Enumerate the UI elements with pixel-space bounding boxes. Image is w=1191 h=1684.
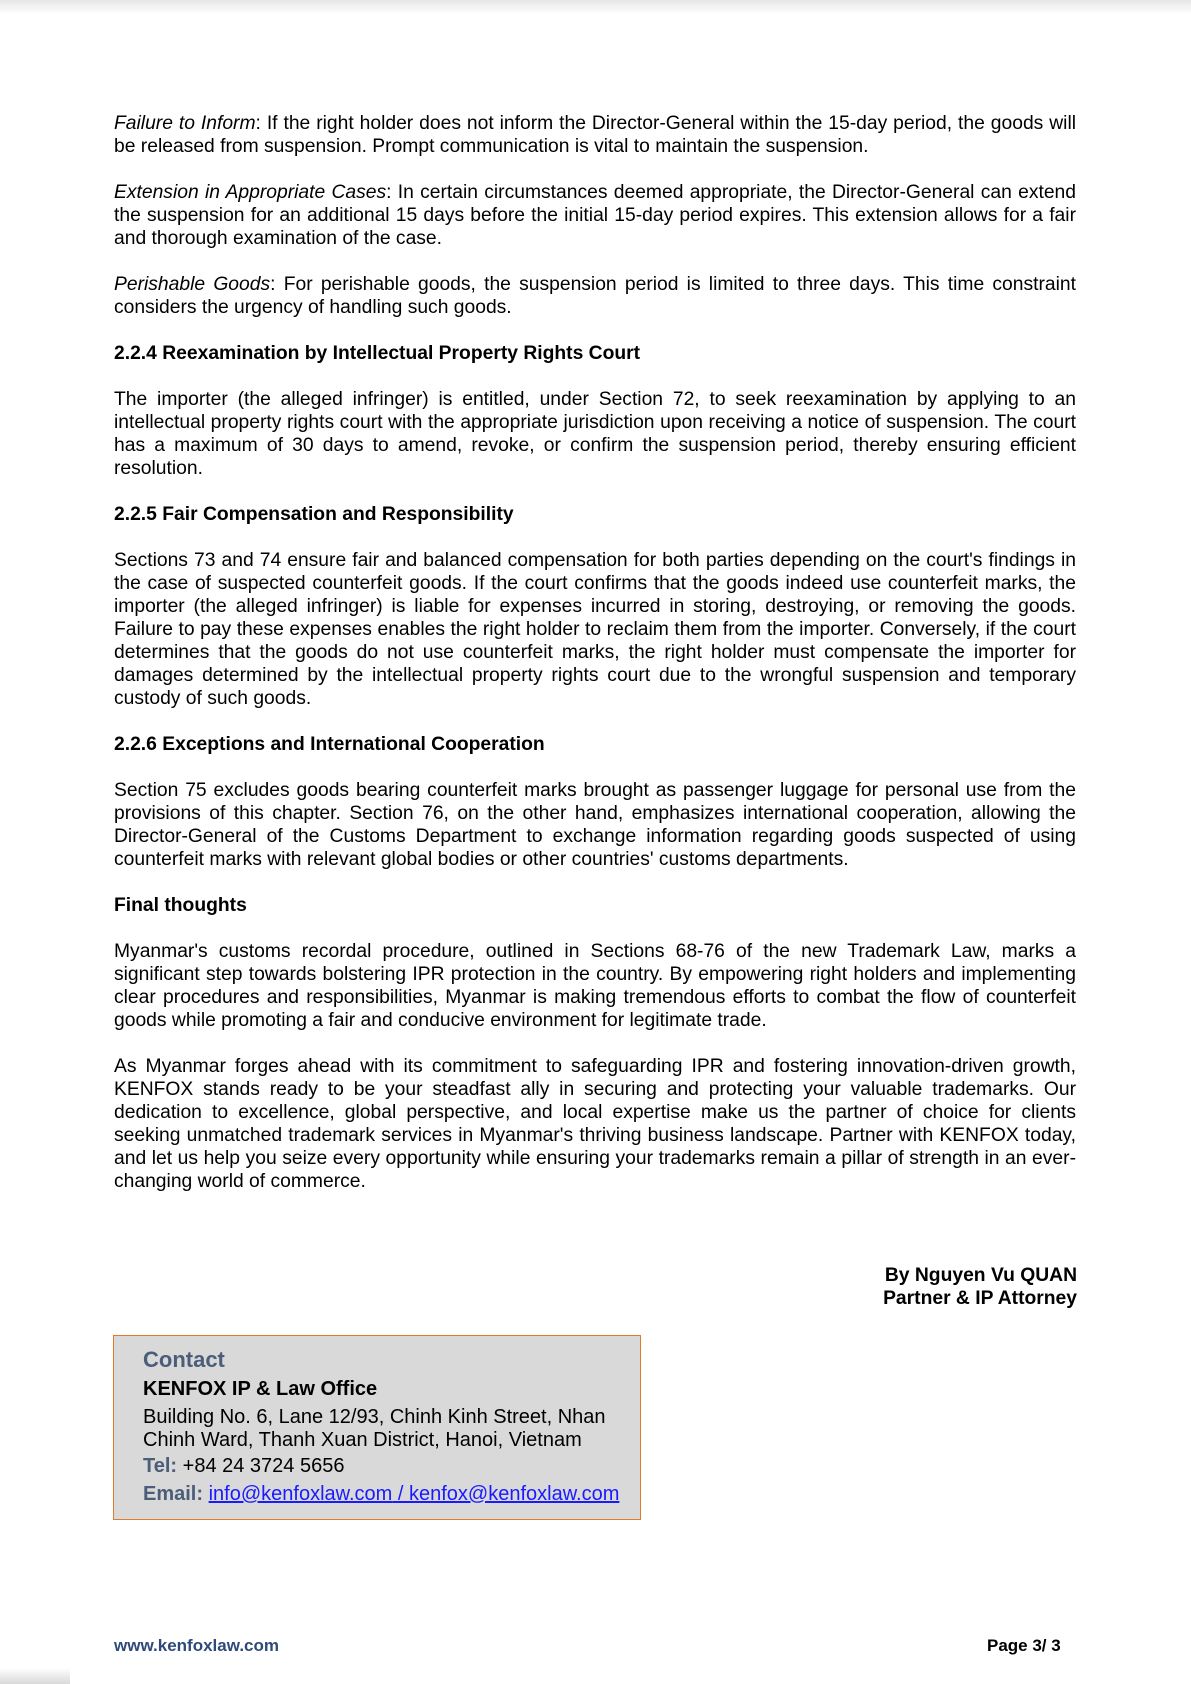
paragraph-exceptions: Section 75 excludes goods bearing counterfeit marks brought as passenger luggage for personal use from the provisions of this chapter. Section 76, on the other hand, emphasizes international cooperation, allowing the Director-General of the Customs Department to exchange information regarding goods suspected of using counterfeit marks with relevant global bodies or other countries' customs departments. — [114, 780, 1076, 870]
article-body — [114, 112, 1076, 1216]
author-title: Partner & IP Attorney — [883, 1288, 1077, 1309]
email-link-kenfox[interactable]: kenfox@kenfoxlaw.com — [409, 1483, 620, 1505]
paragraph-text: : In certain circumstances deemed appropriate, the Director-General can extend the suspension for an additional 15 days before the initial 15-day period expires. This extension allows for a fair and thorough examination of the case. — [114, 182, 1076, 249]
contact-address: Building No. 6, Lane 12/93, Chinh Kinh Street, Nhan Chinh Ward, Thanh Xuan District, Hanoi, Vietnam — [143, 1406, 606, 1451]
paragraph-final-2: As Myanmar forges ahead with its commitment to safeguarding IPR and fostering innovation-driven growth, KENFOX stands ready to be your steadfast ally in securing and protecting your valuable trademarks. Our dedication to excellence, global perspective, and local expertise make us the partner of choice for clients seeking unmatched trademark services in Myanmar's thriving business landscape. Partner with KENFOX today, and let us help you seize every opportunity while ensuring your trademarks remain a pillar of strength in an ever-changing world of commerce. — [114, 1056, 1076, 1192]
footer-page-number: Page 3/ 3 — [987, 1636, 1061, 1655]
paragraph-text: : If the right holder does not inform the Director-General within the 15-day period, the goods will be released from suspension. Prompt communication is vital to maintain the suspension. — [114, 113, 1077, 157]
contact-heading: Contact — [143, 1347, 225, 1372]
heading-2-2-4: 2.2.4 Reexamination by Intellectual Property Rights Court — [114, 343, 641, 364]
contact-tel-line — [143, 1452, 640, 1480]
paragraph-extension — [114, 181, 1076, 250]
author-signature — [883, 1264, 1077, 1310]
paragraph-perishable-goods — [114, 273, 1076, 319]
tel-label: Tel: — [143, 1455, 178, 1477]
paragraph-lead: Failure to Inform — [114, 113, 256, 134]
contact-firm-name: KENFOX IP & Law Office — [143, 1378, 378, 1400]
heading-final-thoughts: Final thoughts — [114, 895, 247, 916]
heading-2-2-6: 2.2.6 Exceptions and International Cooperation — [114, 734, 545, 755]
page-top-shadow — [0, 0, 1191, 14]
page-bottom-shadow — [0, 1668, 1191, 1684]
email-label: Email: — [143, 1483, 204, 1505]
heading-2-2-5: 2.2.5 Fair Compensation and Responsibility — [114, 504, 514, 525]
contact-email-line — [143, 1480, 640, 1508]
email-link-separator[interactable]: / — [392, 1483, 409, 1505]
email-link-info[interactable]: info@kenfoxlaw.com — [208, 1483, 393, 1505]
contact-box — [113, 1335, 641, 1520]
paragraph-reexamination: The importer (the alleged infringer) is entitled, under Section 72, to seek reexamination by applying to an intellectual property rights court with the appropriate jurisdiction upon receiving a notice of suspension. The court has a maximum of 30 days to amend, revoke, or confirm the suspension period, thereby ensuring efficient resolution. — [114, 389, 1076, 479]
paragraph-lead: Perishable Goods — [114, 274, 271, 295]
paragraph-failure-to-inform — [114, 112, 1076, 158]
author-name: By Nguyen Vu QUAN — [884, 1265, 1077, 1286]
paragraph-compensation: Sections 73 and 74 ensure fair and balanced compensation for both parties depending on the court's findings in the case of suspected counterfeit goods. If the court confirms that the goods indeed use counterfeit marks, the importer (the alleged infringer) is liable for expenses incurred in storing, destroying, or removing the goods. Failure to pay these expenses enables the right holder to reclaim them from the importer. Conversely, if the court determines that the goods do not use counterfeit marks, the right holder must compensate the importer for damages determined by the intellectual property rights court due to the wrongful suspension and temporary custody of such goods. — [114, 550, 1076, 709]
paragraph-lead: Extension in Appropriate Cases — [114, 182, 387, 203]
paragraph-text: : For perishable goods, the suspension period is limited to three days. This time constraint considers the urgency of handling such goods. — [114, 274, 1076, 318]
paragraph-final-1: Myanmar's customs recordal procedure, outlined in Sections 68-76 of the new Trademark Law, marks a significant step towards bolstering IPR protection in the country. By empowering right holders and implementing clear procedures and responsibilities, Myanmar is making tremendous efforts to combat the flow of counterfeit goods while promoting a fair and conducive environment for legitimate trade. — [114, 941, 1076, 1031]
tel-number: +84 24 3724 5656 — [177, 1455, 345, 1477]
footer-website: www.kenfoxlaw.com — [114, 1636, 280, 1655]
